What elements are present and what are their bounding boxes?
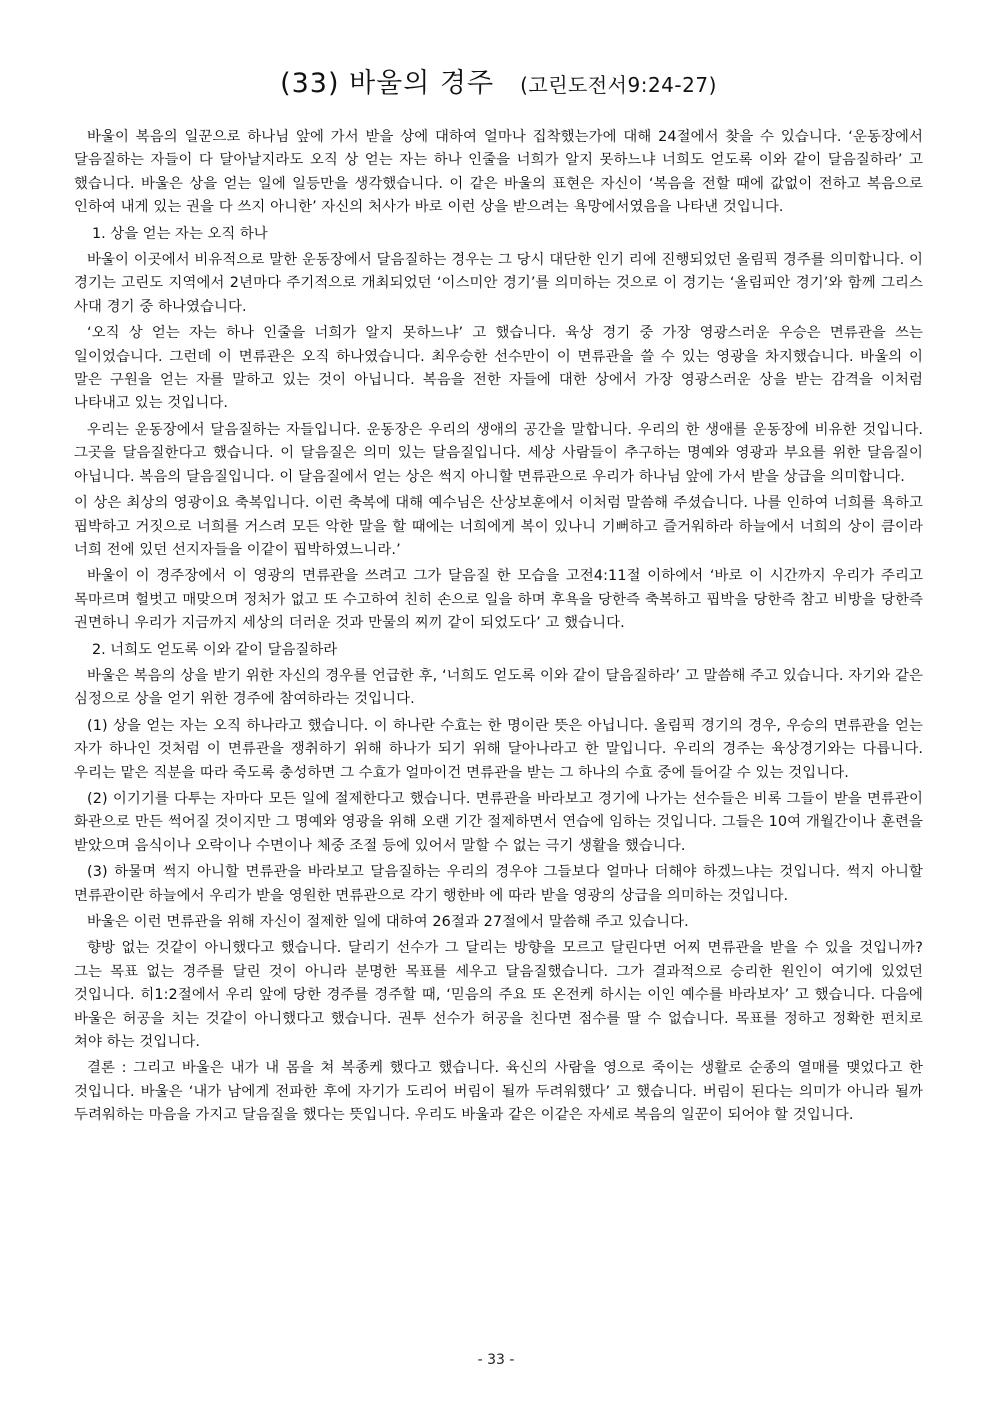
title-main: (33) 바울의 경주 [280,68,495,99]
paragraph: (2) 이기기를 다투는 자마다 모든 일에 절제한다고 했습니다. 면류관을 바라보고 경기에 나가는 선수들은 비록 그들이 받을 면류관이 화관으로 만든 썩어질 것이지만 그 명예와 영광을 위해 오랜 기간 절제하면서 연습에 임하는 것입니다. 그들은 10여 개월간이나 훈련을 받았으며 음식이나 오락이나 수면이나 체중 조절 등에 있어서 말할 수 없는 극기 생활을 했습니다. [74,790,923,854]
paragraph: 바울이 이 경주장에서 이 영광의 면류관을 쓰려고 그가 달음질 한 모습을 고전4:11절 이하에서 ‘바로 이 시간까지 우리가 주리고 목마르며 헐벗고 매맞으며 정처가 없고 또 수고하여 친히 손으로 일을 하며 후욕을 당한즉 축복하고 핍박을 당한즉 참고 비방을 당한즉 권면하니 우리가 지금까지 세상의 더러운 것과 만물의 찌끼 같이 되었도다’ 고 했습니다. [74,568,923,632]
paragraph-conclusion: 결론 : 그리고 바울은 내가 내 몸을 쳐 복종케 했다고 했습니다. 육신의 사람을 영으로 죽이는 생활로 순종의 열매를 맺었다고 한 것입니다. 바울은 ‘내가 남에게 전파한 후에 자기가 도리어 버림이 될까 두려워했다’ 고 했습니다. 버림이 된다는 의미가 아니라 될까 두려워하는 마음을 가지고 달음질을 했다는 뜻입니다. 우리도 바울과 같은 이같은 자세로 복음의 일꾼이 되어야 할 것입니다. [74,1060,923,1124]
paragraph: 우리는 운동장에서 달음질하는 자들입니다. 운동장은 우리의 생애의 공간을 말합니다. 우리의 한 생애를 운동장에 비유한 것입니다. 그곳을 달음질한다고 했습니다. 이 달음질은 의미 있는 달음질입니다. 세상 사람들이 추구하는 명예와 영광과 부요를 위한 달음질이 아닙니다. 복음의 달음질입니다. 이 달음질에서 얻는 상은 썩지 아니할 면류관으로 우리가 하나님 앞에 가서 받을 상급을 의미합니다. [74,421,923,485]
paragraph: 바울은 복음의 상을 받기 위한 자신의 경우를 언급한 후, ‘너희도 얻도록 이와 같이 달음질하라’ 고 말씀해 주고 있습니다. 자기와 같은 심정으로 상을 얻기 위한 경주에 참여하라는 것입니다. [74,667,923,708]
section-heading-1: 1. 상을 얻는 자는 오직 하나 [92,225,268,242]
paragraph: (1) 상을 얻는 자는 오직 하나라고 했습니다. 이 하나란 수효는 한 명이란 뜻은 아닙니다. 올림픽 경기의 경우, 우승의 면류관을 얻는 자가 하나인 것처럼 이 면류관을 쟁취하기 위해 하나가 되기 위해 달아나라고 한 말입니다. 우리의 경주는 육상경기와는 다릅니다. 우리는 맡은 직분을 따라 죽도록 충성하면 그 수효가 얼마이건 면류관을 받는 그 하나의 수효 중에 들어갈 수 있는 것입니다. [74,717,923,781]
title-scripture-reference: (고린도전서9:24-27) [520,73,717,97]
paragraph: 바울은 이런 면류관을 위해 자신이 절제한 일에 대하여 26절과 27절에서 말씀해 주고 있습니다. [87,914,689,930]
page-number: - 33 - [477,1352,515,1368]
page-title [74,62,923,106]
section-heading-2: 2. 너희도 얻도록 이와 같이 달음질하라 [92,641,338,658]
paragraph: 향방 없는 것같이 아니했다고 했습니다. 달리기 선수가 그 달리는 방향을 모르고 달린다면 어찌 면류관을 받을 수 있을 것입니까? 그는 목표 없는 경주를 달린 것이 아니라 분명한 목표를 세우고 달음질했습니다. 그가 결과적으로 승리한 원인이 여기에 있었던 것입니다. 히1:2절에서 우리 앞에 당한 경주를 경주할 때, ‘믿음의 주요 또 온전케 하시는 이인 예수를 바라보자’ 고 했습니다. 다음에 바울은 허공을 치는 것같이 아니했다고 했습니다. 권투 선수가 허공을 친다면 점수를 딸 수 없습니다. 목표를 정하고 정확한 펀치로 쳐야 하는 것입니다. [74,940,923,1051]
document-page [74,62,923,1131]
paragraph: 이 상은 최상의 영광이요 축복입니다. 이런 축복에 대해 예수님은 산상보훈에서 이처럼 말씀해 주셨습니다. 나를 인하여 너희를 욕하고 핍박하고 거짓으로 너희를 거스려 모든 악한 말을 할 때에는 너희에게 복이 있나니 기뻐하고 즐거워하라 하늘에서 너희의 상이 큼이라 너희 전에 있던 선지자들을 이같이 핍박하였느니라.’ [74,495,923,558]
paragraph-intro: 바울이 복음의 일꾼으로 하나님 앞에 가서 받을 상에 대하여 얼마나 집착했는가에 대해 24절에서 찾을 수 있습니다. ‘운동장에서 달음질하는 자들이 다 달아날지라도 오직 상 얻는 자는 하나 인줄을 너희가 알지 못하느냐 너희도 얻도록 이와 같이 달음질하라’ 고 했습니다. 바울은 상을 얻는 일에 일등만을 생각했습니다. 이 같은 바울의 표현은 자신이 ‘복음을 전할 때에 값없이 전하고 복음으로 인하여 내게 있는 권을 다 쓰지 아니한’ 자신의 처사가 바로 이런 상을 받으려는 욕망에서였음을 나타낸 것입니다. [74,129,923,216]
paragraph: ‘오직 상 얻는 자는 하나 인줄을 너희가 알지 못하느냐’ 고 했습니다. 육상 경기 중 가장 영광스러운 우승은 면류관을 쓰는 일이었습니다. 그런데 이 면류관은 오직 하나였습니다. 최우승한 선수만이 이 면류관을 쓸 수 있는 영광을 차지했습니다. 바울의 이 말은 구원을 얻는 자를 말하고 있는 것이 아닙니다. 복음을 전한 자들에 대한 상에서 가장 영광스러운 상을 받는 감격을 이처럼 나타내고 있는 것입니다. [74,325,923,412]
paragraph: 바울이 이곳에서 비유적으로 말한 운동장에서 달음질하는 경우는 그 당시 대단한 인기 리에 진행되었던 올림픽 경주를 의미합니다. 이 경기는 고린도 지역에서 2년마다 주기적으로 개최되었던 ‘이스미안 경기’를 의미하는 것으로 이 경기는 ‘올림피안 경기’와 함께 그리스 사대 경기 중 하나였습니다. [74,252,923,315]
paragraph: (3) 하물며 썩지 아니할 면류관을 바라보고 달음질하는 우리의 경우야 그들보다 얼마나 더해야 하겠느냐는 것입니다. 썩지 아니할 면류관이란 하늘에서 우리가 받을 영원한 면류관으로 각기 행한바 에 따라 받을 영광의 상급을 의미하는 것입니다. [74,864,923,904]
